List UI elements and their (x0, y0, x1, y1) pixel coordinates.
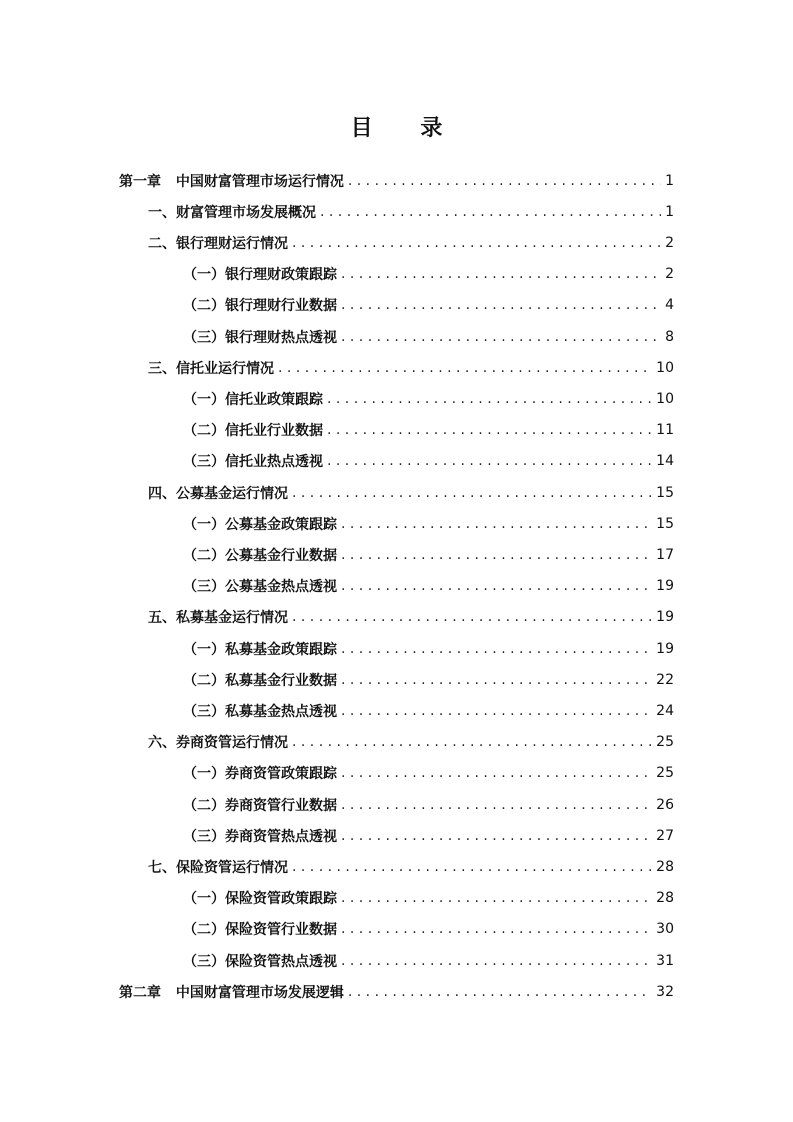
toc-page-number: 15 (656, 484, 674, 501)
toc-entry-label: （一）私募基金政策跟踪 (183, 641, 337, 658)
toc-entry-label: （二）券商资管行业数据 (183, 797, 337, 814)
toc-entry-label: 七、保险资管运行情况 (148, 859, 288, 876)
toc-subsection-entry[interactable] (183, 508, 674, 539)
toc-dot-leader (341, 547, 652, 563)
toc-entry-label: 第二章 中国财富管理市场发展逻辑 (119, 984, 344, 1001)
toc-page-number: 4 (665, 297, 674, 314)
toc-page-number: 28 (656, 890, 674, 907)
toc-dot-leader (327, 391, 652, 407)
toc-page-number: 30 (656, 921, 674, 938)
toc-entry-label: （二）信托业行业数据 (183, 423, 323, 440)
toc-dot-leader (341, 578, 652, 594)
toc-entry-label: （三）保险资管热点透视 (183, 953, 337, 970)
toc-subsection-entry[interactable] (183, 789, 674, 820)
toc-dot-leader (292, 609, 652, 625)
toc-entry-label: 第一章 中国财富管理市场运行情况 (119, 173, 344, 190)
toc-entry-label: （三）私募基金热点透视 (183, 703, 337, 720)
toc-dot-leader (341, 672, 652, 688)
toc-dot-leader (341, 921, 652, 937)
toc-page-number: 10 (656, 359, 674, 376)
toc-entry-label: （二）保险资管行业数据 (183, 922, 337, 939)
toc-dot-leader (327, 422, 652, 438)
toc-page-number: 19 (656, 578, 674, 595)
toc-section-entry[interactable] (148, 477, 674, 508)
toc-subsection-entry[interactable] (183, 945, 674, 976)
toc-page-number: 24 (656, 702, 674, 719)
toc-section-entry[interactable] (148, 727, 674, 758)
toc-dot-leader (341, 297, 661, 313)
toc-subsection-entry[interactable] (183, 446, 674, 477)
toc-subsection-entry[interactable] (183, 415, 674, 446)
toc-section-entry[interactable] (148, 602, 674, 633)
toc-page-number: 1 (665, 172, 674, 189)
toc-dot-leader (292, 485, 652, 501)
toc-entry-label: （一）银行理财政策跟踪 (183, 267, 337, 284)
toc-section-entry[interactable] (148, 352, 674, 383)
toc-section-entry[interactable] (148, 851, 674, 882)
toc-page-number: 17 (656, 546, 674, 563)
page-title: 目 录 (350, 116, 463, 141)
toc-dot-leader (348, 173, 661, 189)
toc-dot-leader (278, 360, 652, 376)
toc-subsection-entry[interactable] (183, 321, 674, 352)
toc-page-number: 31 (656, 952, 674, 969)
toc-subsection-entry[interactable] (183, 664, 674, 695)
toc-dot-leader (341, 329, 661, 345)
toc-entry-label: （二）银行理财行业数据 (183, 298, 337, 315)
toc-entry-label: （三）公募基金热点透视 (183, 579, 337, 596)
toc-subsection-entry[interactable] (183, 820, 674, 851)
toc-subsection-entry[interactable] (183, 539, 674, 570)
toc-dot-leader (341, 703, 652, 719)
toc-dot-leader (292, 859, 652, 875)
toc-page-number: 2 (665, 266, 674, 283)
toc-page-number: 15 (656, 515, 674, 532)
toc-subsection-entry[interactable] (183, 383, 674, 414)
toc-entry-label: （一）保险资管政策跟踪 (183, 891, 337, 908)
toc-page-number: 27 (656, 827, 674, 844)
toc-page-number: 8 (665, 328, 674, 345)
toc-page-number: 1 (665, 203, 674, 220)
toc-subsection-entry[interactable] (183, 695, 674, 726)
toc-entry-label: （一）券商资管政策跟踪 (183, 766, 337, 783)
toc-entry-label: 四、公募基金运行情况 (148, 485, 288, 502)
toc-page-number: 25 (656, 765, 674, 782)
toc-page-number: 26 (656, 796, 674, 813)
toc-dot-leader (341, 516, 652, 532)
toc-subsection-entry[interactable] (183, 914, 674, 945)
toc-section-entry[interactable] (148, 196, 674, 227)
toc-dot-leader (341, 797, 652, 813)
toc-entry-label: 二、银行理财运行情况 (148, 235, 288, 252)
toc-page-number: 10 (656, 390, 674, 407)
toc-dot-leader (341, 953, 652, 969)
toc-section-entry[interactable] (148, 227, 674, 258)
toc-page-number: 19 (656, 609, 674, 626)
toc-dot-leader (348, 984, 652, 1000)
toc-page-number: 22 (656, 671, 674, 688)
toc-page-number: 14 (656, 453, 674, 470)
toc-entry-label: （一）信托业政策跟踪 (183, 391, 323, 408)
toc-entry-label: 三、信托业运行情况 (148, 360, 274, 377)
toc-page-number: 11 (656, 422, 674, 439)
toc-page-number: 28 (656, 858, 674, 875)
toc-entry-label: （二）公募基金行业数据 (183, 547, 337, 564)
toc-entry-label: （三）券商资管热点透视 (183, 828, 337, 845)
toc-subsection-entry[interactable] (183, 571, 674, 602)
toc-entry-label: （三）银行理财热点透视 (183, 329, 337, 346)
toc-dot-leader (327, 453, 652, 469)
toc-subsection-entry[interactable] (183, 259, 674, 290)
toc-chapter-entry[interactable] (119, 165, 674, 196)
toc-subsection-entry[interactable] (183, 883, 674, 914)
toc-page-number: 32 (656, 983, 674, 1000)
toc-chapter-entry[interactable] (119, 976, 674, 1007)
toc-entry-label: （三）信托业热点透视 (183, 454, 323, 471)
toc-dot-leader (320, 204, 661, 220)
toc-entry-label: 一、财富管理市场发展概况 (148, 204, 316, 221)
toc-subsection-entry[interactable] (183, 633, 674, 664)
toc-dot-leader (341, 641, 652, 657)
toc-dot-leader (292, 235, 661, 251)
toc-page-number: 2 (665, 234, 674, 251)
toc-dot-leader (341, 890, 652, 906)
toc-dot-leader (341, 266, 661, 282)
toc-entry-label: 六、券商资管运行情况 (148, 735, 288, 752)
toc-dot-leader (341, 828, 652, 844)
toc-dot-leader (341, 765, 652, 781)
toc-entry-label: （一）公募基金政策跟踪 (183, 516, 337, 533)
toc-entry-label: 五、私募基金运行情况 (148, 610, 288, 627)
toc-entry-label: （二）私募基金行业数据 (183, 672, 337, 689)
toc-subsection-entry[interactable] (183, 758, 674, 789)
toc-subsection-entry[interactable] (183, 290, 674, 321)
toc-page-number: 25 (656, 734, 674, 751)
toc-page-number: 19 (656, 640, 674, 657)
toc-dot-leader (292, 734, 652, 750)
